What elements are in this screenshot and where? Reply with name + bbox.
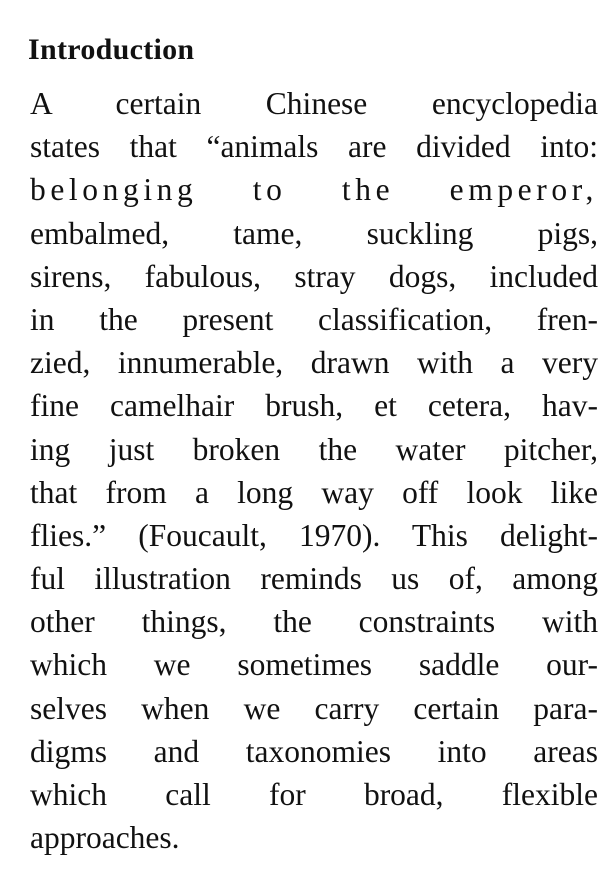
paragraph-line: which call for broad, flexible [30,777,598,812]
paragraph-line: belonging to the emperor, [30,172,598,208]
paragraph-line: digms and taxonomies into areas [30,733,598,769]
paragraph-line: embalmed, tame, suckling pigs, [30,215,598,251]
paragraph-line: states that “animals are divided into: [30,129,598,165]
paragraph-line: A certain Chinese encyclopedia [30,86,598,121]
paragraph-line: in the present classification, fren- [30,301,598,337]
paragraph-line: zied, innumerable, drawn with a very [30,345,598,381]
body-paragraph [30,82,598,859]
paragraph-line: ing just broken the water pitcher, [30,431,598,467]
paragraph-line: sirens, fabulous, stray dogs, included [30,258,598,294]
paragraph-line: other things, the constraints with [30,604,598,640]
paragraph-line: which we sometimes saddle our- [30,647,598,683]
paragraph-line: ful illustration reminds us of, among [30,561,598,597]
section-heading: Introduction [28,33,195,66]
paragraph-line: approaches. [30,820,180,856]
paragraph-line: flies.” (Foucault, 1970). This delight- [30,517,598,553]
paragraph-line: fine camelhair brush, et cetera, hav- [30,388,598,424]
paragraph-line: that from a long way off look like [30,474,598,510]
paragraph-line: selves when we carry certain para- [30,690,598,726]
